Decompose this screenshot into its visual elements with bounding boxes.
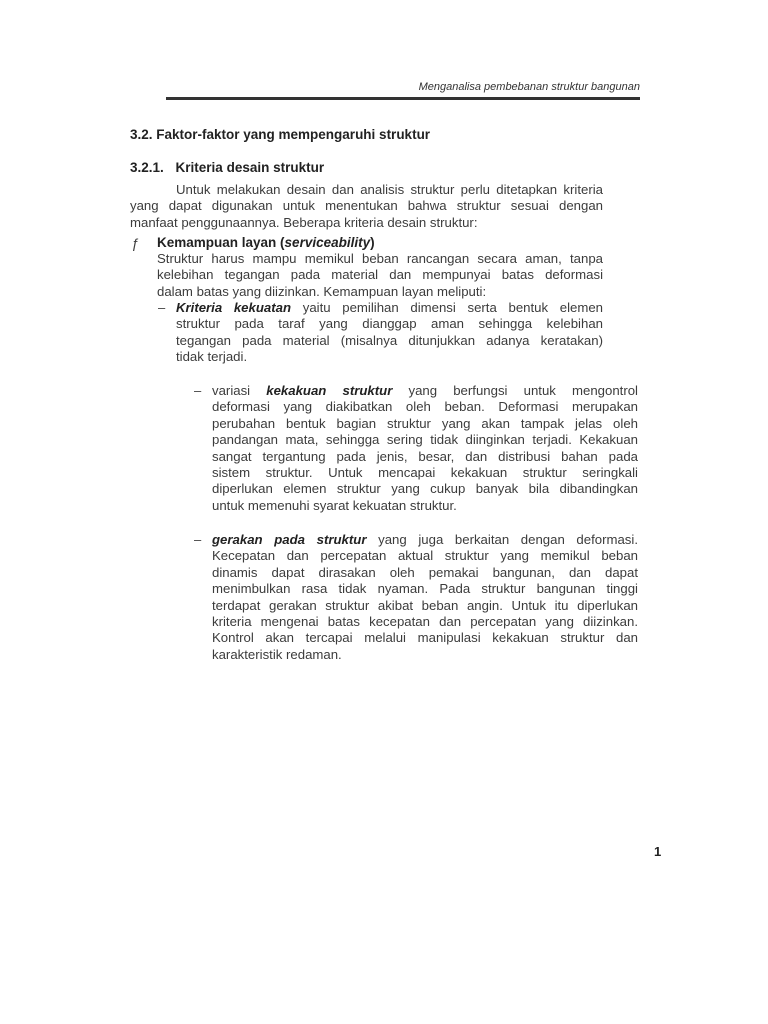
list-item	[212, 383, 638, 514]
text-line: kriteria mengenai batas kecepatan dan percepatan yang diizinkan.	[212, 613, 638, 629]
running-header: Menganalisa pembebanan struktur bangunan	[418, 81, 640, 93]
text-line: terdapat gerakan struktur akibat beban angin. Untuk itu diperlukan	[212, 597, 638, 613]
text-line: perubahan bentuk bagian struktur yang akan tampak jelas oleh	[212, 415, 638, 431]
text: yang berfungsi untuk mengontrol	[408, 383, 638, 398]
text-line: yang dapat digunakan untuk menentukan bahwa struktur sesuai dengan	[130, 198, 603, 214]
text-line: Kecepatan dan percepatan aktual struktur yang memikul beban	[212, 548, 638, 564]
text-line: karakteristik redaman.	[212, 646, 342, 662]
bullet-symbol: ƒ	[131, 235, 139, 251]
bullet-paragraph	[157, 251, 603, 300]
text-line: deformasi yang diakibatkan oleh beban. Deformasi merupakan	[212, 399, 638, 415]
bullet-title-emphasis: serviceability	[284, 235, 371, 250]
text-line: dalam batas yang diizinkan. Kemampuan layan meliputi:	[157, 283, 487, 299]
emphasis: kekakuan struktur	[266, 383, 393, 398]
list-dash: –	[194, 532, 202, 547]
text-line: struktur pada taraf yang dianggap aman sehingga kelebihan	[176, 316, 603, 332]
list-dash: –	[194, 383, 202, 398]
page-number: 1	[654, 844, 662, 859]
subsection-title: Kriteria desain struktur	[175, 160, 325, 175]
text-line: dinamis dapat dirasakan oleh pemakai bangunan, dan dapat	[212, 564, 638, 580]
text-line: tidak terjadi.	[176, 349, 248, 365]
section-heading: 3.2. Faktor-faktor yang mempengaruhi struktur	[130, 127, 431, 142]
text-line: manfaat penggunaannya. Beberapa kriteria desain struktur:	[130, 214, 478, 230]
emphasis: Kriteria kekuatan	[176, 300, 292, 315]
text-line: Struktur harus mampu memikul beban rancangan secara aman, tanpa	[157, 251, 603, 266]
text-line: tegangan pada material (misalnya ditunjukkan adanya keratakan)	[176, 332, 603, 348]
text-line: kelebihan tegangan pada material dan mempunyai batas deformasi	[157, 267, 603, 283]
list-item	[176, 300, 603, 366]
text-line: diperlukan elemen struktur yang cukup banyak bila dibandingkan	[212, 481, 638, 497]
text-line: sistem struktur. Untuk mencapai kekakuan struktur seringkali	[212, 464, 638, 480]
text-line: pandangan mata, sehingga sering tidak diinginkan terjadi. Kekakuan	[212, 432, 638, 448]
emphasis: gerakan pada struktur	[212, 532, 367, 547]
header-rule	[166, 97, 640, 100]
bullet-title-end: )	[370, 235, 375, 250]
text-line: Kontrol akan tercapai melalui manipulasi kekakuan struktur dan	[212, 630, 638, 646]
text-line: Untuk melakukan desain dan analisis struktur perlu ditetapkan kriteria	[176, 182, 603, 197]
text: yang juga berkaitan dengan deformasi.	[378, 532, 638, 547]
text-line	[212, 532, 638, 548]
list-item	[212, 532, 638, 663]
bullet-title: Kemampuan layan (	[157, 235, 285, 250]
text: yaitu pemilihan dimensi serta bentuk elemen	[302, 300, 604, 315]
text-line: untuk memenuhi syarat kekuatan struktur.	[212, 497, 457, 513]
text-line: sangat tergantung pada jenis, besar, dan distribusi bahan pada	[212, 448, 638, 464]
intro-paragraph	[130, 182, 603, 231]
list-dash: –	[158, 300, 166, 315]
bullet-heading	[157, 235, 375, 250]
text-line	[212, 383, 638, 399]
text-line: menimbulkan rasa tidak nyaman. Pada struktur bangunan tinggi	[212, 581, 638, 597]
text-line	[176, 300, 603, 316]
subsection-number: 3.2.1.	[130, 160, 164, 175]
subsection-heading	[130, 160, 324, 175]
text: variasi	[212, 383, 251, 398]
